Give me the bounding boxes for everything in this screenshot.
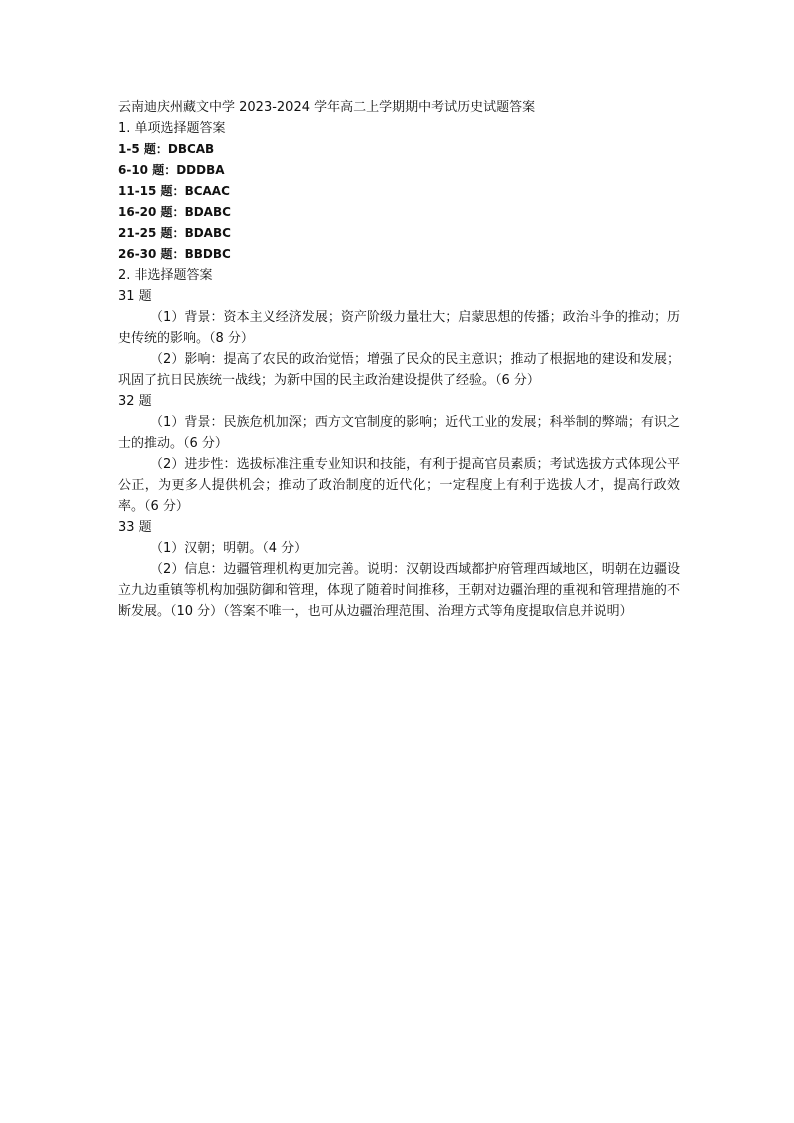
question-31-label: 31 题 — [118, 289, 152, 304]
question-32-part2: （2）进步性：选拔标准注重专业知识和技能，有利于提高官员素质；考试选拔方式体现公平公正，为更多人提供机会；推动了政治制度的近代化；一定程度上有利于选拔人才，提高行政效率。（6 分） — [118, 457, 680, 514]
question-31-part2: （2）影响：提高了农民的政治觉悟；增强了民众的民主意识；推动了根据地的建设和发展；巩固了抗日民族统一战线；为新中国的民主政治建设提供了经验。（6 分） — [118, 352, 680, 388]
mc-range: 1-5 题： — [118, 142, 168, 156]
mc-range: 11-15 题： — [118, 184, 185, 198]
mc-row — [118, 244, 680, 265]
document-title: 云南迪庆州藏文中学 2023-2024 学年高二上学期期中考试历史试题答案 — [118, 100, 536, 115]
mc-row — [118, 160, 680, 181]
section2-heading: 2. 非选择题答案 — [118, 268, 213, 283]
question-33-part2: （2）信息：边疆管理机构更加完善。说明：汉朝设西域都护府管理西域地区，明朝在边疆设立九边重镇等机构加强防御和管理，体现了随着时间推移，王朝对边疆治理的重视和管理措施的不断发展。（10 分）（答案不唯一，也可从边疆治理范围、治理方式等角度提取信息并说明） — [118, 562, 680, 619]
section1-heading: 1. 单项选择题答案 — [118, 121, 226, 136]
mc-answers: DDDBA — [176, 163, 225, 177]
mc-range: 26-30 题： — [118, 247, 185, 261]
mc-range: 21-25 题： — [118, 226, 185, 240]
mc-row — [118, 202, 680, 223]
question-32-label: 32 题 — [118, 394, 152, 409]
mc-answers: BBDBC — [184, 247, 231, 261]
question-31-part1: （1）背景：资本主义经济发展；资产阶级力量壮大；启蒙思想的传播；政治斗争的推动；历史传统的影响。（8 分） — [118, 310, 680, 346]
mc-range: 16-20 题： — [118, 205, 185, 219]
answer-document — [118, 97, 680, 622]
mc-answers: BDABC — [184, 205, 231, 219]
mc-answers: DBCAB — [167, 142, 215, 156]
question-32-part1: （1）背景：民族危机加深；西方文官制度的影响；近代工业的发展；科举制的弊端；有识之士的推动。（6 分） — [118, 415, 680, 451]
mc-answers: BDABC — [184, 226, 231, 240]
question-33-label: 33 题 — [118, 520, 152, 535]
mc-row — [118, 181, 680, 202]
mc-range: 6-10 题： — [118, 163, 177, 177]
mc-answers: BCAAC — [184, 184, 230, 198]
mc-row — [118, 139, 680, 160]
question-33-part1: （1）汉朝；明朝。（4 分） — [150, 541, 308, 556]
mc-row — [118, 223, 680, 244]
